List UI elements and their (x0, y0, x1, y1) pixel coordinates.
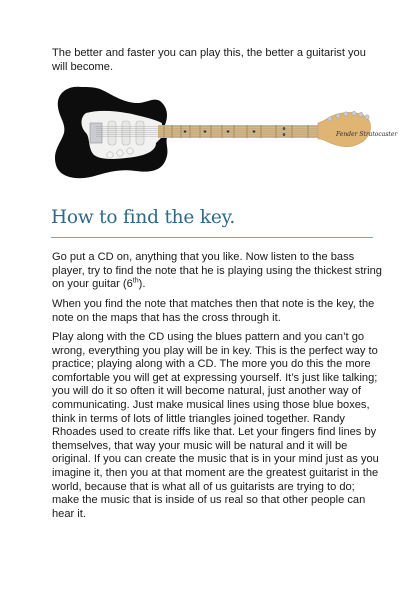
electric-guitar-image (50, 79, 398, 183)
tone-knob-1 (117, 150, 123, 156)
neck-pickup (136, 121, 144, 145)
intro-paragraph: The better and faster you can play this, the better a guitarist you will become. (52, 47, 366, 73)
headstock (318, 112, 370, 146)
guitar-neck (158, 125, 320, 138)
middle-pickup (122, 121, 130, 145)
paragraph-key: When you find the note that matches then that note is the key, the note on the maps that has the cross through it. (52, 298, 375, 324)
ordinal-suffix: th (132, 277, 139, 285)
paragraph-find-note-end: ). (138, 278, 146, 291)
bridge (90, 123, 102, 143)
heading-underline (51, 237, 373, 238)
paragraph-play-along: Play along with the CD using the blues pattern and you can’t go wrong, everything you play will be in key. This is the perfect way to practice; playing along with a CD. The more you do this the more comfortable you will get at expressing yourself. It’s just like talking; you will do it so often it will become natural, just another way of communicating. Just make musical lines using those blue boxes, think in terms of lots of little triangles joined together. Randy Rhoades used to create riffs like that. Let your fingers find lines by themselves, that way your music will be natural and it will be original. If you can create the music that is in your mind just as you imagine it, then you at that moment are the greatest guitarist in the world, because that is what all of us guitarists are trying to do; make the music that is inside of us real so that other people can hear it. (52, 331, 379, 520)
paragraph-find-note (52, 251, 382, 292)
paragraph-find-note-text: Go put a CD on, anything that you like. Now listen to the bass player, try to find the note that he is playing using the thickest string on your guitar (6 (52, 251, 382, 291)
volume-knob (107, 152, 113, 158)
section-heading: How to find the key. (51, 207, 236, 228)
tone-knob-2 (127, 148, 133, 154)
headstock-logo: Fender Stratocaster (336, 131, 398, 138)
bridge-pickup (108, 121, 116, 145)
